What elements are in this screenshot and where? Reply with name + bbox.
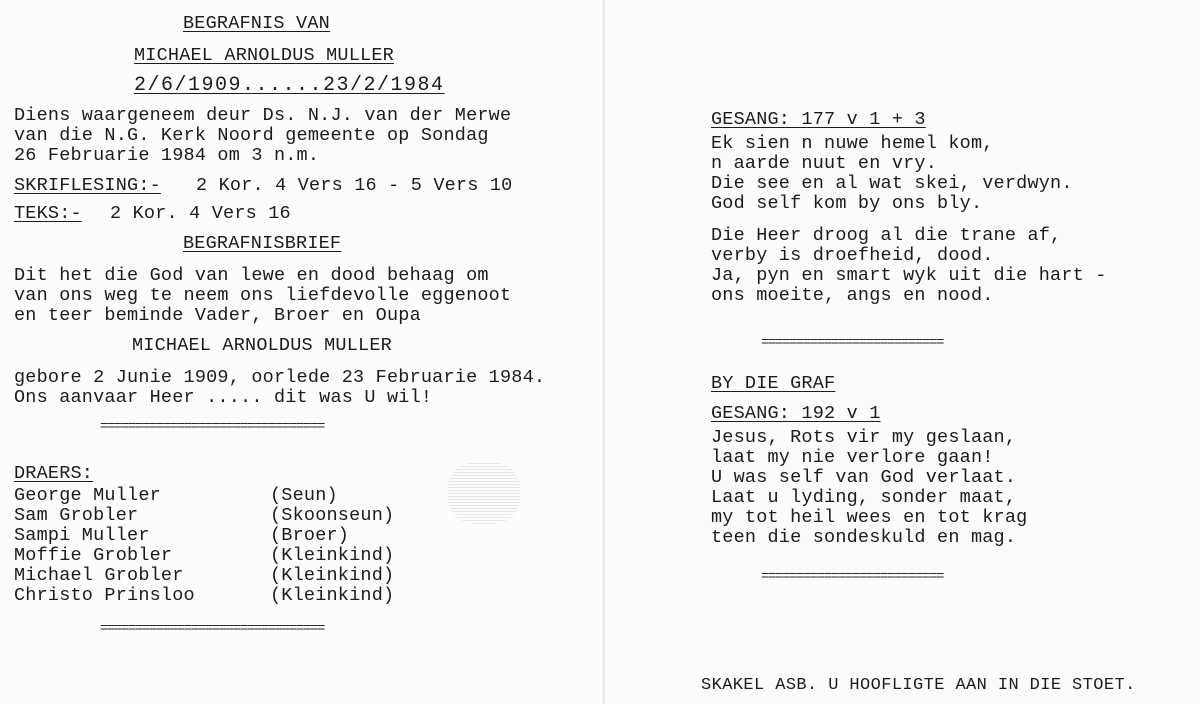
brief-name: MICHAEL ARNOLDUS MULLER	[132, 335, 392, 356]
deceased-name: MICHAEL ARNOLDUS MULLER	[134, 45, 394, 66]
separator: ================================	[100, 621, 325, 637]
verse-line: verby is droefheid, dood.	[711, 245, 994, 266]
life-dates: 2/6/1909......23/2/1984	[134, 74, 445, 97]
verse-line: Jesus, Rots vir my geslaan,	[711, 427, 1017, 448]
title: BEGRAFNIS VAN	[183, 13, 330, 34]
footer-note: SKAKEL ASB. U HOOFLIGTE AAN IN DIE STOET.	[701, 676, 1136, 695]
draers-label: DRAERS:	[14, 463, 94, 484]
verse-line: Die see en al wat skei, verdwyn.	[711, 173, 1073, 194]
pallbearer-name: Michael Grobler	[14, 565, 184, 586]
pallbearer-relation: (Kleinkind)	[270, 545, 395, 566]
brief-line: van ons weg te neem ons liefdevolle eggenoot	[14, 285, 512, 306]
pallbearer-name: Sam Grobler	[14, 505, 139, 526]
pallbearer-relation: (Kleinkind)	[270, 565, 395, 586]
born-line: Ons aanvaar Heer ..... dit was U wil!	[14, 387, 433, 408]
pallbearer-name: George Muller	[14, 485, 161, 506]
verse-line: my tot heil wees en tot krag	[711, 507, 1028, 528]
verse-line: Die Heer droog al die trane af,	[711, 225, 1062, 246]
pallbearer-relation: (Skoonseun)	[270, 505, 395, 526]
graf-label: BY DIE GRAF	[711, 373, 836, 394]
verse-line: Ja, pyn en smart wyk uit die hart -	[711, 265, 1107, 286]
verse-line: God self kom by ons bly.	[711, 193, 983, 214]
verse-line: teen die sondeskuld en mag.	[711, 527, 1017, 548]
brief-line: en teer beminde Vader, Broer en Oupa	[14, 305, 421, 326]
verse-line: ons moeite, angs en nood.	[711, 285, 994, 306]
gesang2-label: GESANG: 192 v 1	[711, 403, 881, 424]
separator: ==========================	[761, 335, 944, 351]
pallbearer-name: Sampi Muller	[14, 525, 150, 546]
pallbearer-relation: (Kleinkind)	[270, 585, 395, 606]
separator: ================================	[100, 419, 325, 435]
verse-line: Ek sien n nuwe hemel kom,	[711, 133, 994, 154]
skriflesing-label: SKRIFLESING:-	[14, 175, 161, 196]
service-line: van die N.G. Kerk Noord gemeente op Sondag	[14, 125, 489, 146]
pallbearer-name: Christo Prinsloo	[14, 585, 195, 606]
brief-title: BEGRAFNISBRIEF	[183, 233, 342, 254]
pallbearer-relation: (Seun)	[270, 485, 338, 506]
pallbearer-name: Moffie Grobler	[14, 545, 173, 566]
verse-line: laat my nie verlore gaan!	[711, 447, 994, 468]
skriflesing-value: 2 Kor. 4 Vers 16 - 5 Vers 10	[196, 175, 513, 196]
verse-line: U was self van God verlaat.	[711, 467, 1017, 488]
service-line: 26 Februarie 1984 om 3 n.m.	[14, 145, 320, 166]
ink-smudge	[448, 462, 520, 524]
pallbearer-relation: (Broer)	[270, 525, 350, 546]
separator: ==========================	[761, 569, 944, 585]
verse-line: Laat u lyding, sonder maat,	[711, 487, 1017, 508]
right-page	[605, 0, 1200, 704]
born-line: gebore 2 Junie 1909, oorlede 23 Februarie 1984.	[14, 367, 546, 388]
gesang1-label: GESANG: 177 v 1 + 3	[711, 109, 926, 130]
service-line: Diens waargeneem deur Ds. N.J. van der Merwe	[14, 105, 512, 126]
verse-line: n aarde nuut en vry.	[711, 153, 938, 174]
teks-value: 2 Kor. 4 Vers 16	[110, 203, 291, 224]
teks-label: TEKS:-	[14, 203, 82, 224]
brief-line: Dit het die God van lewe en dood behaag om	[14, 265, 489, 286]
